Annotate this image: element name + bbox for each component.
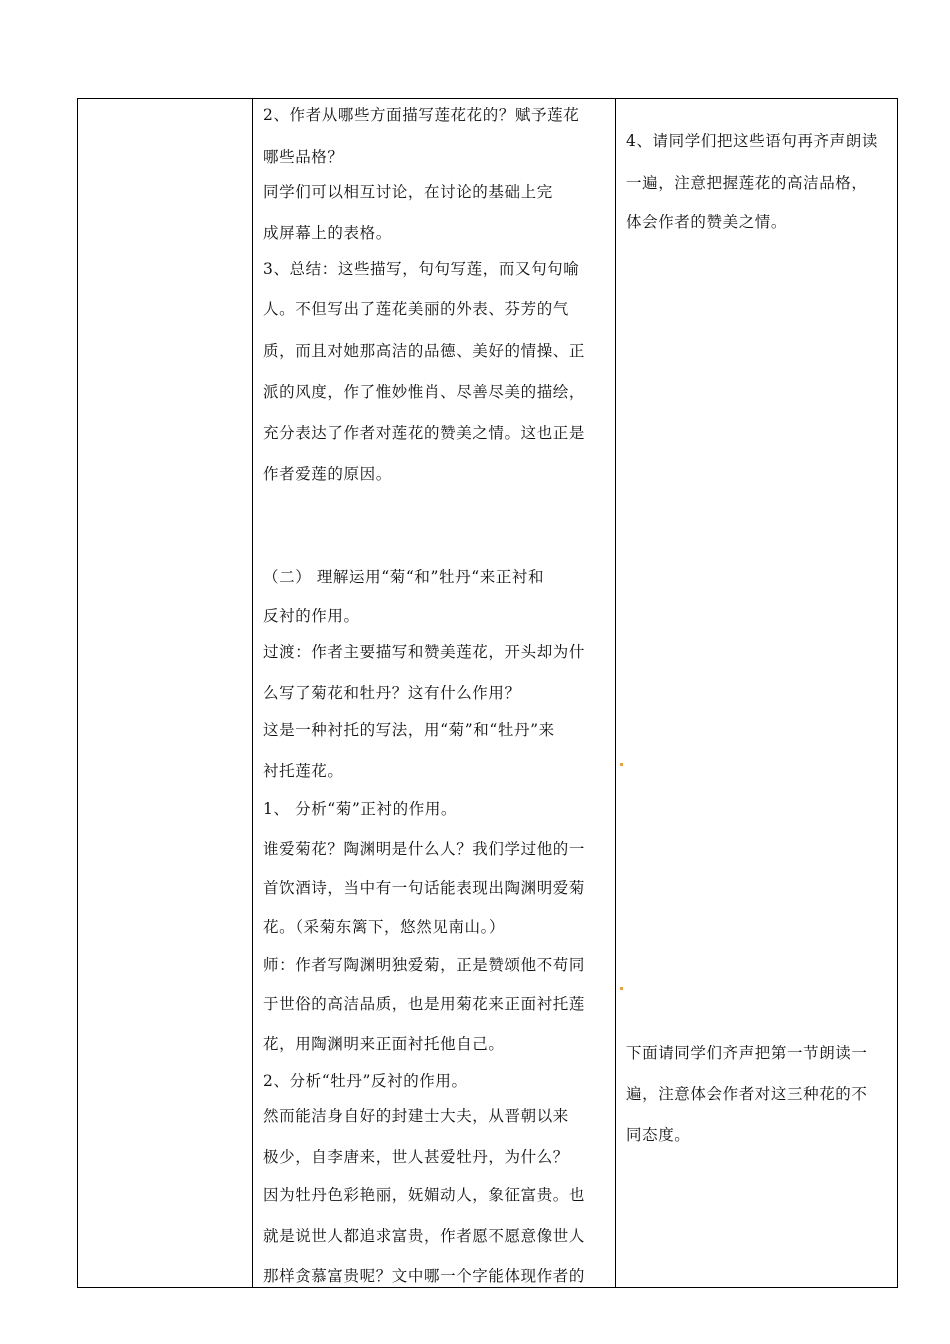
middle-text-line: 然而能洁身自好的封建士大夫，从晋朝以来 xyxy=(263,1107,569,1125)
middle-text-line: 3、总结：这些描写，句句写莲，而又句句喻 xyxy=(263,260,580,278)
middle-text-line: 2、分析“牡丹”反衬的作用。 xyxy=(263,1072,468,1090)
scan-mark xyxy=(620,763,623,766)
middle-text-line: 质，而且对她那高洁的品德、美好的情操、正 xyxy=(263,342,586,360)
right-column-cell xyxy=(616,99,898,1288)
middle-text-line: 就是说世人都追求富贵，作者愿不愿意像世人 xyxy=(263,1227,586,1245)
middle-text-line: 同学们可以相互讨论，在讨论的基础上完 xyxy=(263,183,553,201)
middle-text-line: 成屏幕上的表格。 xyxy=(263,224,392,242)
middle-text-line: 派的风度，作了惟妙惟肖、尽善尽美的描绘， xyxy=(263,383,586,401)
lesson-plan-table xyxy=(77,98,898,1288)
middle-text-line: 反衬的作用。 xyxy=(263,607,360,625)
middle-text-line: 充分表达了作者对莲花的赞美之情。这也正是 xyxy=(263,424,586,442)
middle-text-line: 哪些品格？ xyxy=(263,148,344,166)
middle-text-line: 那样贪慕富贵呢？文中哪一个字能体现作者的 xyxy=(263,1267,586,1285)
middle-text-line: 人。不但写出了莲花美丽的外表、芬芳的气 xyxy=(263,300,569,318)
scan-mark xyxy=(620,987,623,990)
middle-text-line: 因为牡丹色彩艳丽，妩媚动人，象征富贵。也 xyxy=(263,1186,586,1204)
right-text-line: 遍，注意体会作者对这三种花的不 xyxy=(626,1085,868,1103)
middle-text-line: 衬托莲花。 xyxy=(263,762,344,780)
middle-text-line: （二） 理解运用“菊“和”牡丹“来正衬和 xyxy=(263,568,545,586)
left-column-cell xyxy=(78,99,253,1288)
right-text-line: 下面请同学们齐声把第一节朗读一 xyxy=(626,1044,868,1062)
middle-text-line: 过渡：作者主要描写和赞美莲花，开头却为什 xyxy=(263,643,586,661)
middle-text-line: 1、 分析“菊”正衬的作用。 xyxy=(263,800,458,818)
middle-text-line: 首饮酒诗，当中有一句话能表现出陶渊明爱菊 xyxy=(263,879,586,897)
middle-text-line: 这是一种衬托的写法，用“菊”和“牡丹”来 xyxy=(263,721,555,739)
middle-text-line: 2、作者从哪些方面描写莲花花的？赋予莲花 xyxy=(263,106,580,124)
middle-column-cell xyxy=(253,99,616,1288)
right-text-line: 同态度。 xyxy=(626,1126,691,1144)
middle-text-line: 师：作者写陶渊明独爱菊，正是赞颂他不苟同 xyxy=(263,956,586,974)
right-text-line: 4、请同学们把这些语句再齐声朗读 xyxy=(626,132,878,150)
middle-text-line: 么写了菊花和牡丹？这有什么作用？ xyxy=(263,684,521,702)
middle-text-line: 于世俗的高洁品质，也是用菊花来正面衬托莲 xyxy=(263,995,586,1013)
middle-text-line: 作者爱莲的原因。 xyxy=(263,465,392,483)
middle-text-line: 极少，自李唐来，世人甚爱牡丹，为什么？ xyxy=(263,1148,569,1166)
middle-text-line: 花。（采菊东篱下，悠然见南山。） xyxy=(263,918,506,936)
right-text-line: 一遍，注意把握莲花的高洁品格， xyxy=(626,174,868,192)
middle-text-line: 花，用陶渊明来正面衬托他自己。 xyxy=(263,1035,505,1053)
middle-text-line: 谁爱菊花？陶渊明是什么人？我们学过他的一 xyxy=(263,840,586,858)
right-text-line: 体会作者的赞美之情。 xyxy=(626,213,788,231)
